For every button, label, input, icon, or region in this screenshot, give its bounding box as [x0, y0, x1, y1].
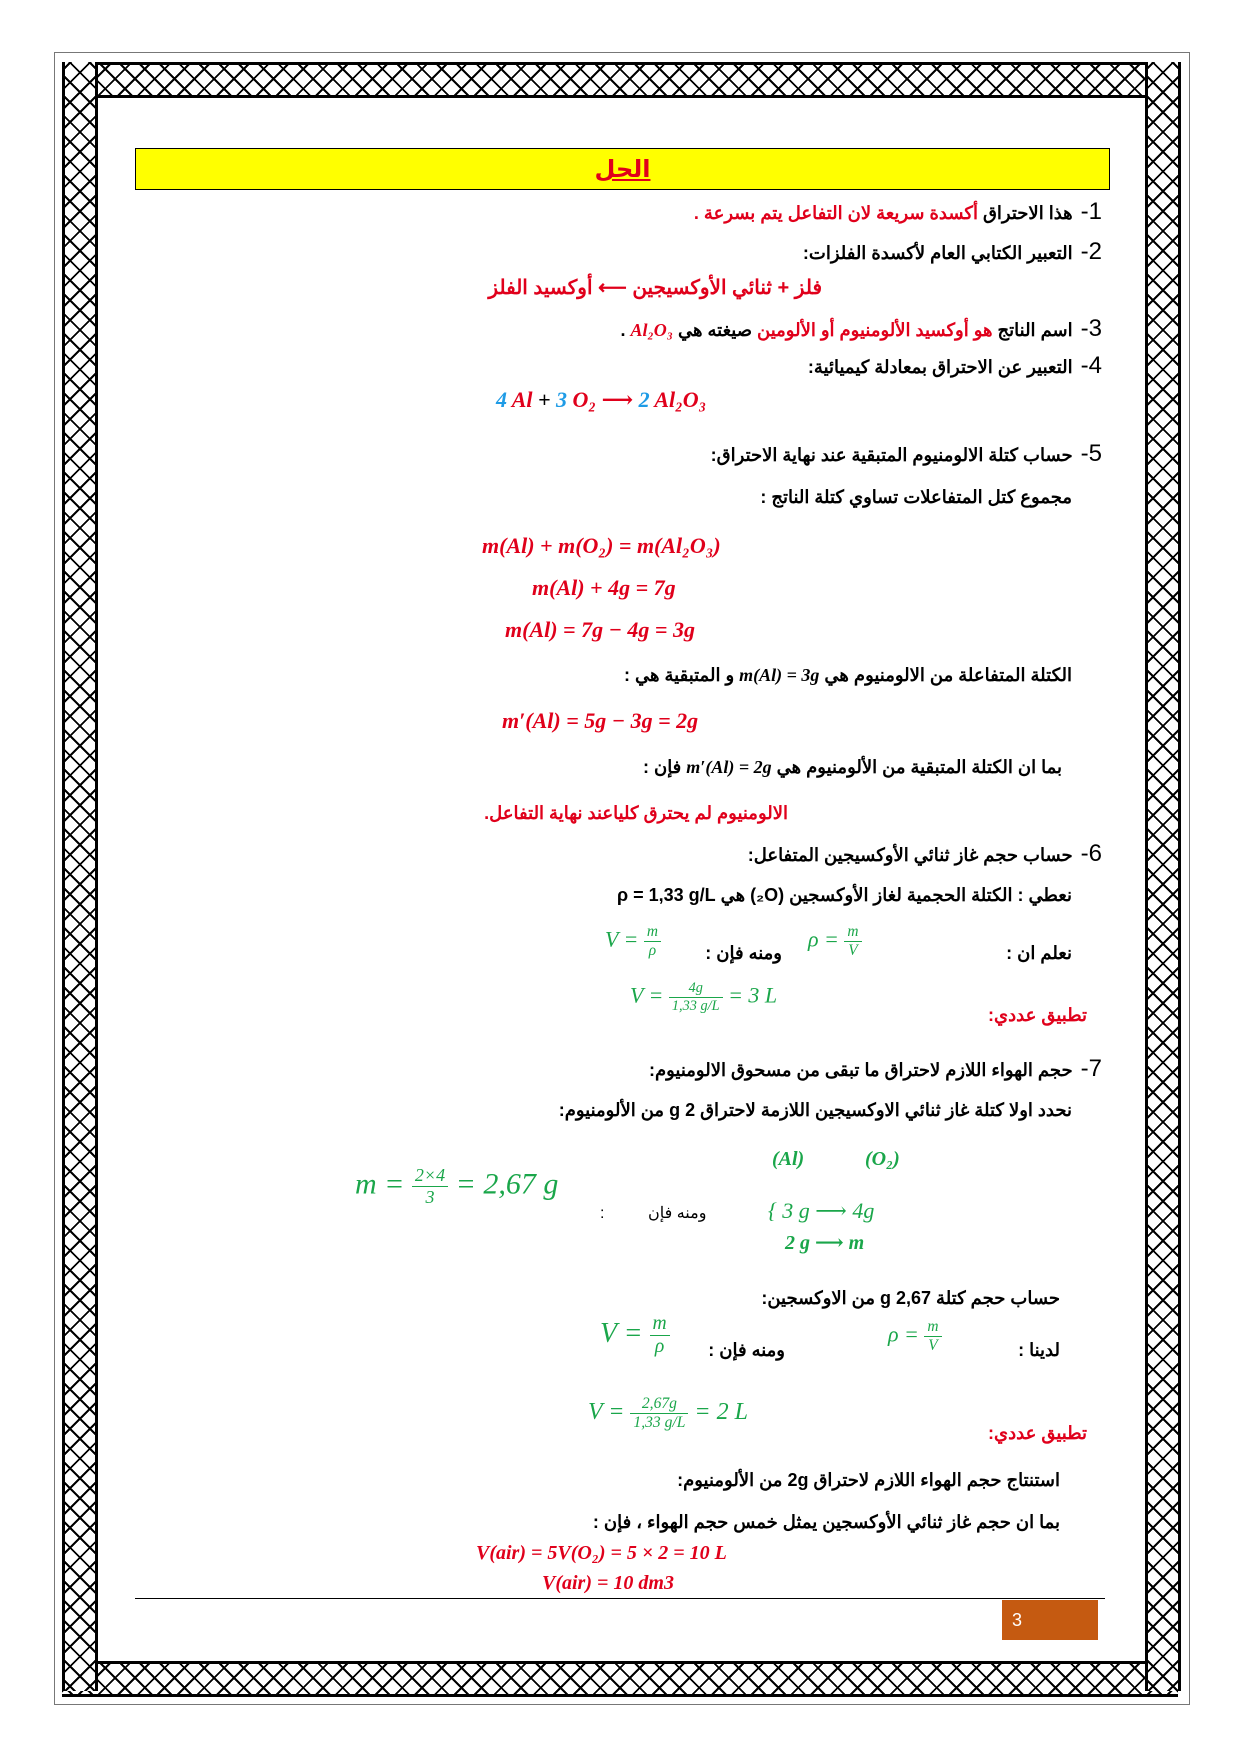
border-bottom [62, 1661, 1178, 1697]
border-top [62, 62, 1178, 98]
air-volume-equation-2: V(air) = 10 dm3 [542, 1572, 674, 1594]
page-number: 3 [1012, 1610, 1023, 1630]
answer-5: 5-حساب كتلة الالومنيوم المتبقية عند نهاية الاحتراق: [710, 440, 1102, 467]
metal-oxidation-equation: فلز + ثنائي الأوكسيجين ⟵ أوكسيد الفلز [488, 277, 822, 299]
mass-conservation-law: مجموع كتل المتفاعلات تساوي كتلة الناتج : [760, 487, 1072, 507]
reacted-mass-line: الكتلة المتفاعلة من الالومنيوم هي m(Al) = 3g و المتبقية هي : [624, 665, 1072, 685]
volume-formula: V = $\frac{m}{\rho}$ [605, 923, 661, 960]
we-have-label: لدينا : [1018, 1340, 1060, 1360]
mass-equation-3: m(Al) = 7g − 4g = 3g [505, 617, 695, 642]
combustion-equation: 4 Al + 3 O₂ ⟶ 2 Al₂O₃ [496, 387, 707, 412]
then-label-7: ومنه فإن [648, 1205, 707, 1222]
oxygen-mass-intro: نحدد اولا كتلة غاز ثنائي الاوكسيجين اللازمة لاحتراق g 2 من الألومنيوم: [558, 1100, 1072, 1120]
conclusion-5: الالومنيوم لم يحترق كلياعند نهاية التفاعل. [484, 803, 788, 823]
oxygen-density-given: نعطي : الكتلة الحجمية لغاز الأوكسجين (₂O) هي ρ = 1,33 g/L [616, 885, 1072, 905]
answer-3: 3-اسم الناتج هو أوكسيد الألومنيوم أو الألومين صيغته هي Al₂O₃ . [620, 315, 1102, 342]
solution-header [135, 148, 1110, 190]
mass-equation-2: m(Al) + 4g = 7g [532, 575, 676, 600]
colon-7: : [600, 1205, 605, 1222]
header-o2: (O₂) [865, 1148, 900, 1170]
ratio-row-2: 2 g ⟶ m [785, 1232, 865, 1254]
oxygen-mass-result: m = $\frac{2\times 4}{3}$ = 2,67 g [355, 1165, 559, 1207]
footer-divider [135, 1598, 1105, 1599]
remaining-mass-equation: m′(Al) = 5g − 3g = 2g [502, 708, 699, 733]
density-formula: ρ = $\frac{m}{V}$ [808, 923, 862, 960]
answer-4: 4-التعبير عن الاحتراق بمعادلة كيميائية: [807, 352, 1102, 379]
answer-6: 6-حساب حجم غاز ثنائي الأوكسيجين المتفاعل: [747, 840, 1102, 867]
then-label-7b: ومنه فإن : [708, 1340, 785, 1360]
volume-calculation-6: V = $\frac{4g}{1,33 g/L}$ = 3 L [630, 980, 778, 1014]
air-fraction-line: بما ان حجم غاز ثنائي الأوكسجين يمثل خمس حجم الهواء ، فإن : [592, 1512, 1060, 1532]
air-volume-intro: استنتاج حجم الهواء اللازم لاحتراق 2g من الألومنيوم: [677, 1470, 1060, 1490]
answer-2: 2-التعبير الكتابي العام لأكسدة الفلزات: [802, 238, 1102, 265]
volume-calc-intro: حساب حجم كتلة g 2,67 من الاوكسجين: [761, 1288, 1060, 1308]
border-right [1145, 62, 1181, 1691]
volume-calculation-7: V = $\frac{2,67g}{1,33 g/L}$ = 2 L [588, 1395, 748, 1431]
density-formula-7: ρ = $\frac{m}{V}$ [888, 1318, 942, 1355]
header-al: (Al) [772, 1148, 805, 1170]
answer-7: 7-حجم الهواء اللازم لاحتراق ما تبقى من مسحوق الالومنيوم: [648, 1055, 1102, 1082]
remaining-mass-line: بما ان الكتلة المتبقية من الألومنيوم هي m′(Al) = 2g فإن : [642, 757, 1062, 777]
volume-formula-7: V = $\frac{m}{\rho}$ [600, 1313, 670, 1358]
answer-1: 1-هذا الاحتراق أكسدة سريعة لان التفاعل يتم بسرعة . [693, 198, 1102, 225]
ratio-row-1: { 3 g ⟶ 4g [768, 1198, 875, 1223]
then-label-6: ومنه فإن : [705, 943, 782, 963]
we-know-label: نعلم ان : [1006, 943, 1072, 963]
numeric-application-6: تطبيق عددي: [988, 1005, 1087, 1025]
mass-equation-1: m(Al) + m(O₂) = m(Al₂O₃) [482, 533, 721, 558]
solution-title: الحل [594, 155, 651, 183]
border-left [62, 62, 98, 1691]
air-volume-equation-1: V(air) = 5V(O₂) = 5 × 2 = 10 L [476, 1542, 727, 1564]
arrow-icon: ⟵ [598, 277, 627, 299]
numeric-application-7: تطبيق عددي: [988, 1423, 1087, 1443]
